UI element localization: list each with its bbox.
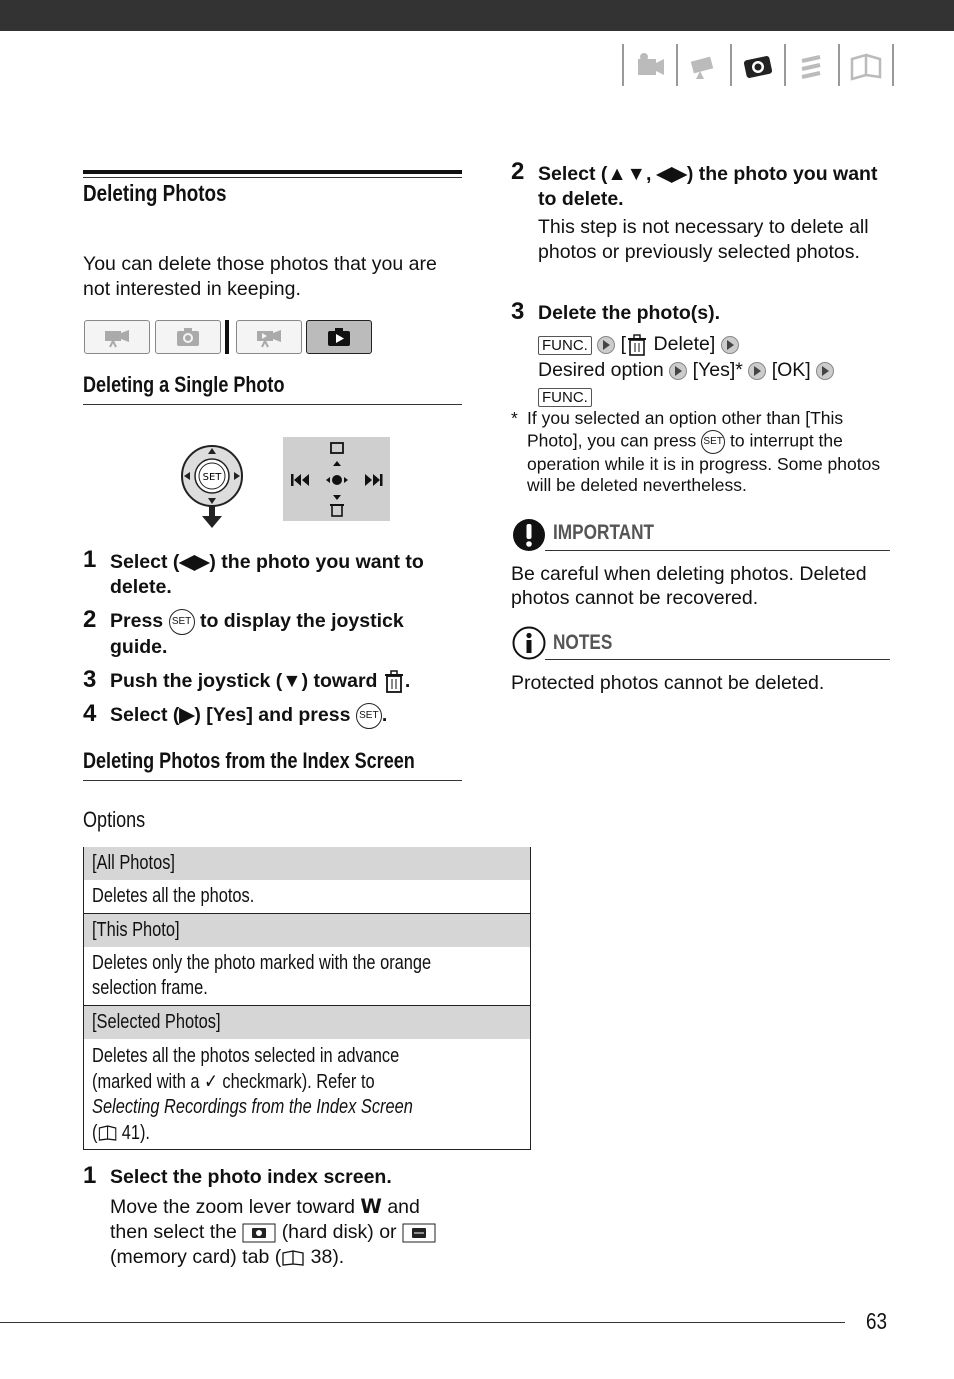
movie-mode-icon — [84, 320, 150, 354]
next-arrow-icon — [721, 336, 739, 354]
footnote-star: * — [511, 408, 518, 428]
option-name: [This Photo] — [84, 914, 531, 948]
notes-rule — [545, 659, 890, 660]
options-label: Options — [83, 807, 146, 832]
important-icon — [512, 518, 546, 552]
trash-icon — [383, 670, 405, 694]
section-title: Deleting Photos — [83, 180, 227, 206]
option-desc: Deletes all the photos selected in advance (marked with a ✓ checkmark). Refer to Selecting Recordings from the Index Screen ( 41). — [84, 1039, 531, 1150]
checkmark-icon: ✓ — [204, 1070, 218, 1093]
index-step-1-body: Move the zoom lever toward W and then select the (hard disk) or (memory card) tab ( 38). — [110, 1194, 460, 1270]
movie-play-mode-icon — [236, 320, 302, 354]
tape-camera-icon — [676, 44, 730, 86]
trash-icon — [626, 334, 648, 356]
photo-play-mode-icon — [306, 320, 372, 354]
up-down-left-right-arrows-icon: ▲▼, ◀▶ — [607, 163, 687, 185]
right-arrow-icon: ▶ — [179, 704, 195, 727]
joystick-guide-panel — [283, 437, 390, 521]
step-number: 1 — [83, 546, 97, 573]
book-icon — [838, 44, 894, 86]
photo-camera-icon — [730, 44, 784, 86]
step-number: 3 — [83, 666, 97, 693]
step-number: 4 — [83, 700, 97, 727]
set-button-icon: SET — [169, 609, 195, 635]
step-number: 2 — [511, 158, 525, 185]
step-2-text: Press SET to display the joystick guide. — [110, 610, 404, 658]
subsection-rule — [83, 780, 462, 781]
options-table — [83, 847, 531, 1150]
joystick-icon — [178, 444, 248, 530]
right-step-3-title: Delete the photo(s). — [538, 302, 721, 324]
section-rule-thick — [83, 170, 462, 174]
photo-mode-icon — [155, 320, 221, 354]
page-number: 63 — [866, 1308, 887, 1334]
left-right-arrows-icon: ◀▶ — [179, 551, 210, 573]
intro-text: You can delete those photos that you are not interested in keeping. — [83, 253, 437, 300]
subsection-title-single: Deleting a Single Photo — [83, 372, 285, 397]
step-number: 1 — [83, 1162, 97, 1189]
func-button-label: FUNC. — [538, 336, 592, 355]
hard-disk-tab-icon — [242, 1223, 276, 1243]
step-number: 3 — [511, 298, 525, 325]
book-ref-icon — [97, 1125, 117, 1141]
svg-text:SET: SET — [202, 472, 222, 483]
book-ref-icon — [281, 1250, 305, 1266]
footer-rule — [0, 1322, 845, 1323]
important-rule — [545, 550, 890, 551]
option-name: [All Photos] — [84, 847, 531, 880]
mode-divider — [225, 320, 229, 354]
notes-title: NOTES — [553, 631, 613, 654]
set-button-icon: SET — [701, 430, 725, 454]
subsection-title-index: Deleting Photos from the Index Screen — [83, 748, 415, 773]
subsection-rule — [83, 404, 462, 405]
notes-text: Protected photos cannot be deleted. — [511, 672, 825, 694]
step-4-text: Select (▶) [Yes] and press SET . — [110, 703, 460, 729]
option-desc: Deletes all the photos. — [84, 880, 531, 914]
step-1-text: Select (◀▶) the photo you want to delete. — [110, 551, 424, 598]
next-arrow-icon — [669, 362, 687, 380]
next-arrow-icon — [816, 362, 834, 380]
step-3-text: Push the joystick (▼) toward . — [110, 670, 411, 692]
important-text: Be careful when deleting photos. Deleted photos cannot be recovered. — [511, 563, 867, 609]
memory-card-tab-icon — [402, 1223, 436, 1243]
header-tabs — [622, 44, 894, 86]
option-desc: Deletes only the photo marked with the orange selection frame. — [84, 947, 531, 1006]
section-rule-thin — [83, 177, 462, 178]
down-arrow-icon: ▼ — [282, 670, 302, 692]
set-button-icon: SET — [356, 703, 382, 729]
movie-camera-icon — [622, 44, 676, 86]
right-step-2-body: This step is not necessary to delete all photos or previously selected photos. — [538, 216, 869, 263]
important-title: IMPORTANT — [553, 521, 655, 544]
step-number: 2 — [83, 606, 97, 633]
next-arrow-icon — [597, 336, 615, 354]
footnote-text: If you selected an option other than [This Photo], you can press SET to interrupt the operation while it is in progress. Some photos will be deleted nevertheless. — [527, 408, 881, 495]
right-step-3-sequence: FUNC. [ Delete] Desired option [Yes]* [OK] FUNC. — [538, 331, 888, 409]
notes-icon — [512, 626, 546, 660]
func-button-label: FUNC. — [538, 388, 592, 407]
right-step-2-title: Select (▲▼, ◀▶) the photo you want to delete. — [538, 163, 878, 210]
index-step-1-title: Select the photo index screen. — [110, 1166, 392, 1188]
next-arrow-icon — [748, 362, 766, 380]
top-bar — [0, 0, 954, 31]
option-name: [Selected Photos] — [84, 1006, 531, 1040]
transfer-icon — [784, 44, 838, 86]
